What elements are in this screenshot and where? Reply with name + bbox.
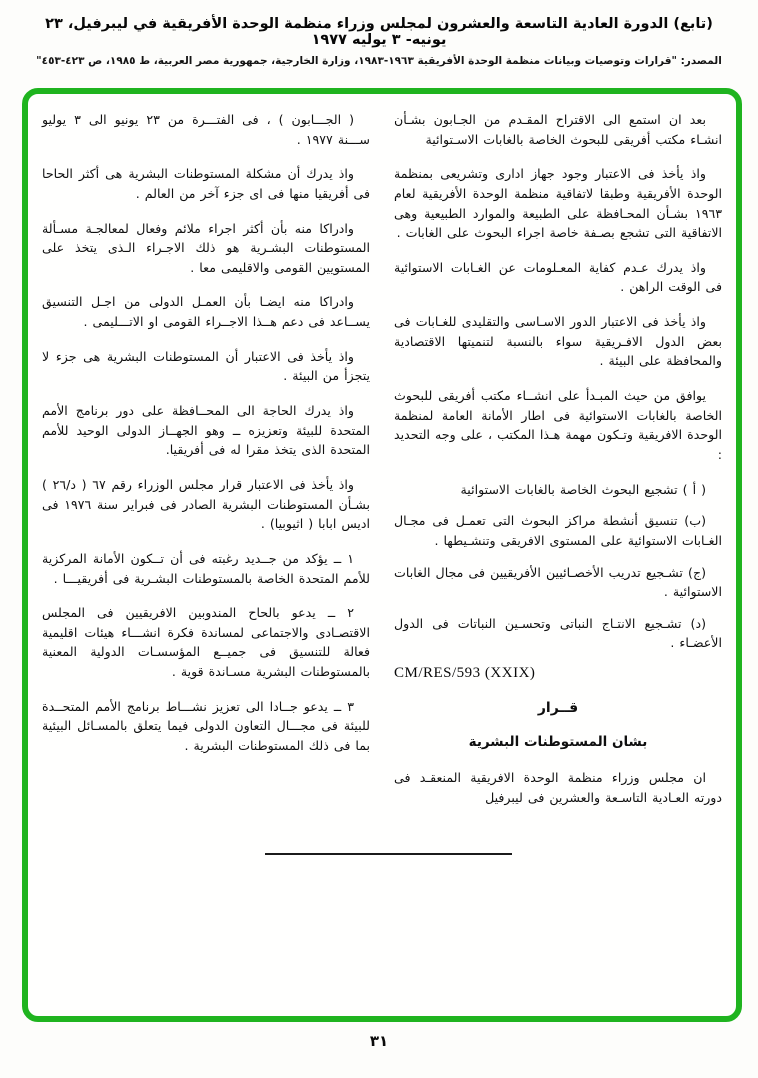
page-number: ٣١ bbox=[369, 1032, 389, 1050]
green-border-frame bbox=[22, 88, 742, 1022]
paragraph: وادراكا منه بأن أكثر اجراء ملائم وفعال لمعالجـة مسـألة المستوطنات البشـرية هو ذلك الاجـراء الـذى يتخذ على المستويين القومى والاقليمى معا . bbox=[42, 220, 370, 275]
paragraph: يوافق من حيث المبـدأ على انشــاء مكتب أفريقى للبحوث الخاصة بالغابات الاستوائية فى اطار الأمانة العامة لمنظمة الوحدة الافريقية وتـكون مهمة هـذا المكتب ، على وجه التحديد : bbox=[394, 388, 722, 462]
paragraph: واذ يدرك أن مشكلة المستوطنات البشرية هى أكثر الحاحا فى أفريقيا منها فى اى جزء آخر من العالم . bbox=[42, 166, 370, 201]
resolution-subtitle: بشان المستوطنات البشرية bbox=[468, 734, 648, 751]
numbered-clause-1: ١ ــ يؤكد من جــديد رغبته فى أن تــكون الأمانة المركزية للأمم المتحدة الخاصة بالمستوطنات البشـرية فى أفريقيـــا . bbox=[42, 550, 370, 586]
paragraph: واذ يدرك الحاجة الى المحــافظة على دور برنامج الأمم المتحدة للبيئة وتعزيزه ــ وهو الجهــاز الدولى الوحيد للأمم المتحدة الذى يتخذ مقرا له فى أفريقيا. bbox=[42, 403, 370, 458]
paragraph: ان مجلس وزراء منظمة الوحدة الافريقية المنعقـد فى دورته العـادية التاسـعة والعشرين فى ليبرفيل bbox=[394, 770, 722, 805]
separator-line bbox=[265, 853, 512, 855]
paragraph: واذ يأخذ فى الاعتبار الدور الاسـاسى والتقليدى للغـابات فى بعض الدول الافـريقية سواء بالنسبة لتنميتها الاقتصادية والمحافظة على البيئة . bbox=[394, 314, 722, 369]
list-item-c: (ج) تشـجيع تدريب الأخصـائيين الأفريقيين فى مجال الغابات الاستوائية . bbox=[394, 564, 722, 600]
page-header bbox=[0, 16, 758, 67]
paragraph: واذ يأخذ فى الاعتبار أن المستوطنات البشرية هى جزء لا يتجزأ من البيئة . bbox=[42, 348, 370, 384]
list-item-a: ( أ ) تشجيع البحوث الخاصة بالغابات الاستوائية bbox=[460, 481, 706, 497]
numbered-clause-3: ٣ ــ يدعو جــادا الى تعزيز نشـــاط برنامج الأمم المتحــدة للبيئة فى مجـــال التعاون الدولى فيما يتعلق بالمسـائل البيئية بما فى ذلك المستوطنات البشرية . bbox=[42, 698, 370, 754]
paragraph: وادراكا منه ايضـا بأن العمـل الدولى من اجـل التنسيق يســاعد فى دعم هــذا الاجــراء القومى او الاتـــليمى . bbox=[42, 294, 370, 330]
column-left bbox=[42, 110, 370, 1006]
numbered-clause-2: ٢ ــ يدعو بالحاح المندوبين الافريقيين فى المجلس الاقتصـادى والاجتماعى لمساندة فكرة انشـــاء هيئات اقليمية فعالة للتنسيق فى جميــع المؤسسـات الدولية المعنية بالمستوطنات البشرية مسـاندة قوية . bbox=[42, 605, 370, 680]
list-item-b: (ب) تنسيق أنشطة مراكز البحوث التى تعمـل فى مجـال الغـابات الاستوائية على المستوى الافريقى وتنشـيطها . bbox=[394, 513, 722, 548]
paragraph: واذ يأخذ فى الاعتبار وجود جهاز ادارى وتشريعى بمنظمة الوحدة الأفريقية وطبقا لاتفاقية منظمة الوحدة الأفريقية لعام ١٩٦٣ بشـأن المحـافظة على الطبيعة والموارد الطبيعية وهى الاتفاقية التى تشجع بصـفة خاصة اجراء البحوث على الغابات . bbox=[394, 166, 722, 241]
paragraph: ( الجـــابون ) ، فى الفتـــرة من ٢٣ يونيو الى ٣ يوليو ســـنة ١٩٧٧ . bbox=[42, 112, 370, 147]
resolution-title: قــرار bbox=[537, 700, 579, 717]
paragraph: بعد ان استمع الى الاقتراح المقـدم من الجـابون بشـأن انشـاء مكتب أفريقى للبحوث الخاصة بالغابات الاسـتوائية bbox=[394, 112, 722, 147]
header-session-title: (تابع) الدورة العادية التاسعة والعشرون لمجلس وزراء منظمة الوحدة الأفريقية في ليبرفيل، ٢٣ يونيه- ٣ يوليه ١٩٧٧ bbox=[45, 16, 713, 48]
resolution-reference: CM/RES/593 (XXIX) bbox=[394, 665, 536, 682]
header-source-line: المصدر: "قرارات وتوصيات وبيانات منظمة الوحدة الأفريقية ١٩٦٣-١٩٨٣، وزارة الخارجية، جمهورية مصر العربية، ط ١٩٨٥، ص ٤٢٣-٤٥٣" bbox=[36, 55, 722, 67]
list-item-d: (د) تشـجيع الانتـاج النباتى وتحسـين النباتات فى الدول الأعضـاء . bbox=[394, 615, 722, 651]
paragraph: واذ يأخذ فى الاعتبار قرار مجلس الوزراء رقم ٦٧ ( د/٢٦ ) بشـأن المستوطنات البشرية الصادر فى فبراير سنة ١٩٧٦ فى اديس ابابا ( اثيوبيا) . bbox=[42, 476, 370, 532]
column-right bbox=[394, 110, 722, 1006]
paragraph: واذ يدرك عـدم كفاية المعـلومات عن الغـابات الاستوائية فى الوقت الراهن . bbox=[394, 259, 722, 295]
